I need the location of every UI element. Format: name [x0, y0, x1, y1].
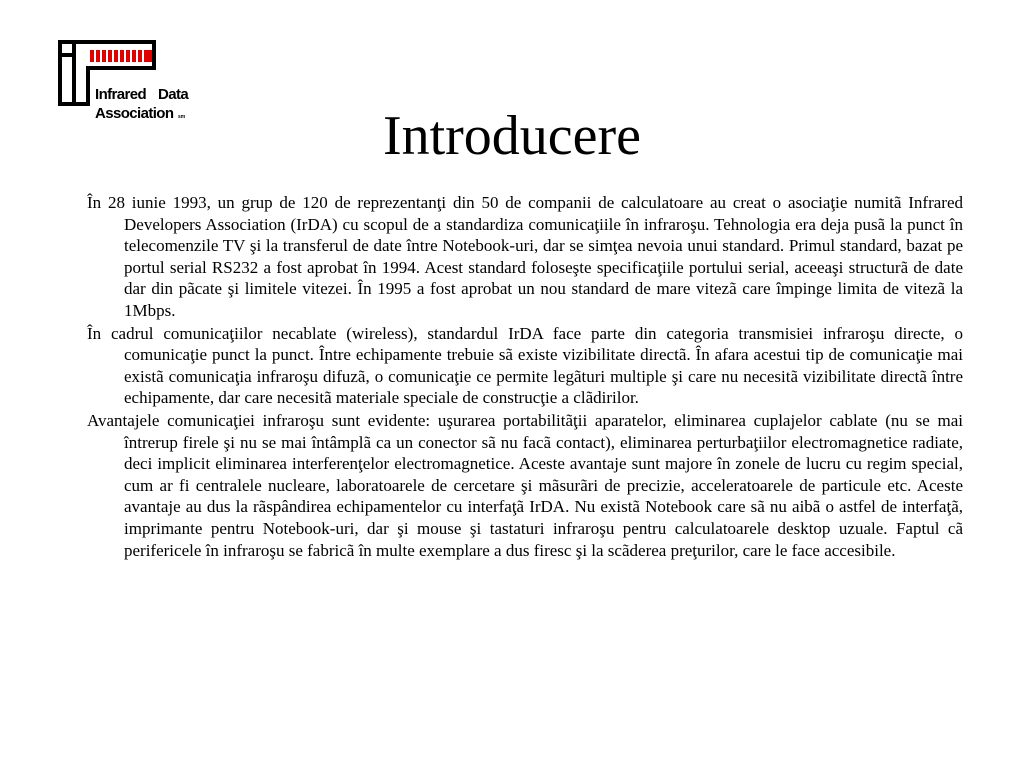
logo-trademark: sm [178, 114, 186, 120]
paragraph-wireless: În cadrul comunicaţiilor necablate (wireless), standardul IrDA face parte din categoria transmisiei infraroşu directe, o comunicaţie punct la punct. Între echipamente trebuie sã existe vizibilitate directã. În afara acestui tip de comunicaţie mai existã comunicaţia infraroşu difuzã, o comunicaţie ce permite legãturi multiple şi care nu necesitã vizibilitate directã între echipamente, dar care necesitã materiale speciale de construcţie a clãdirilor. [87, 323, 963, 408]
logo-word-data: Data [158, 86, 189, 103]
logo-word-infrared: Infrared [95, 86, 147, 103]
slide-body [87, 192, 963, 562]
paragraph-history: În 28 iunie 1993, un grup de 120 de reprezentanţi din 50 de companii de calculatoare au creat o asociaţie numitã Infrared Developers Association (IrDA) cu scopul de a standardiza comunicaţiile în infraroşu. Tehnologia era deja pusã la punct în telecomenzile TV şi la transferul de date între Notebook-uri, dar se simţea nevoia unui standard. Primul standard, bazat pe portul serial RS232 a fost aprobat în 1994. Acest standard foloseşte specificaţiile portului serial, aceeaşi structurã de date dar din pãcate şi limitele vitezei. În 1995 a fost aprobat un nou standard de mare vitezã care împinge limita de vitezã la 1Mbps. [87, 193, 963, 320]
slide-title: Introducere [382, 105, 642, 167]
logo-word-association: Association [95, 105, 174, 122]
paragraph-advantages: Avantajele comunicaţiei infraroşu sunt evidente: uşurarea portabilitãţii aparatelor, eliminarea cuplajelor cablate (nu se mai întrerup firele şi nu se mai întâmplã ca un conector sã nu facã contact), eliminarea perturbaţiilor electromagnetice radiate, deci implicit eliminarea interferenţelor electromagnetice. Aceste avantaje sunt majore în zonele de lucru cu regim special, cum ar fi centralele nucleare, laboratoarele de cercetare şi mãsurãri de precizie, acceleratoarele de particule etc. Aceste avantaje au dus la rãspândirea echipamentelor cu interfaţã IrDA. Nu existã Notebook care sã nu aibã o astfel de interfaţã, imprimante pentru Notebook-uri, dar şi mouse şi tastaturi infraroşu pentru calculatoarele desktop uzuale. Faptul cã perifericele în infraroşu se fabricã în multe exemplare a dus firesc şi la scãderea preţurilor, care le face accesibile. [87, 410, 963, 560]
